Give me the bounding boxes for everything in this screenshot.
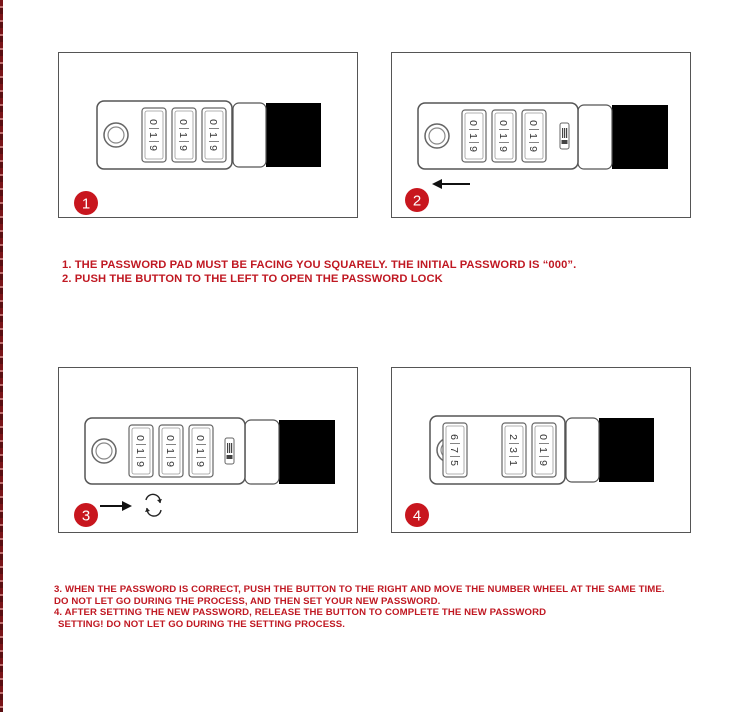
step-panel-4 <box>391 367 691 533</box>
instruction-line: DO NOT LET GO DURING THE PROCESS, AND THEN SET YOUR NEW PASSWORD. <box>54 595 441 607</box>
wheel-digit: 1 <box>147 132 159 138</box>
latch-tab <box>233 103 266 167</box>
wheel-digit: 9 <box>177 145 189 151</box>
strap-block <box>599 418 654 482</box>
instruction-line: 2. PUSH THE BUTTON TO THE LEFT TO OPEN THE PASSWORD LOCK <box>62 272 443 285</box>
instructions-steps-1-2 <box>62 259 576 286</box>
lock-illustration <box>59 53 359 219</box>
number-wheel <box>172 108 196 162</box>
arrow-right-icon <box>100 501 132 511</box>
arrow-left-icon <box>432 179 470 189</box>
wheel-digit: 9 <box>194 461 206 467</box>
rotate-icon <box>145 494 162 516</box>
number-wheel <box>142 108 166 162</box>
keyhole-icon <box>104 123 128 147</box>
wheel-digit: 1 <box>177 132 189 138</box>
wheel-digit: 1 <box>134 448 146 454</box>
wheel-digit: 9 <box>134 461 146 467</box>
instruction-line: 1. THE PASSWORD PAD MUST BE FACING YOU SQUARELY. THE INITIAL PASSWORD IS “000”. <box>62 259 577 271</box>
wheel-digit: 0 <box>164 435 176 441</box>
decorative-edge-strip <box>0 0 3 712</box>
lock-illustration <box>392 368 692 534</box>
latch-tab <box>245 420 279 484</box>
number-wheel <box>462 110 486 162</box>
step-number: 2 <box>412 192 422 210</box>
number-wheel <box>502 423 526 477</box>
wheel-digit: 5 <box>448 460 460 466</box>
wheel-digit: 1 <box>467 133 479 139</box>
wheel-digit: 0 <box>467 120 479 126</box>
keyhole-icon <box>425 124 449 148</box>
wheel-digit: 7 <box>448 447 460 453</box>
wheel-digit: 0 <box>177 119 189 125</box>
wheel-digit: 6 <box>448 434 460 440</box>
wheel-digit: 1 <box>207 132 219 138</box>
strap-block <box>612 105 668 169</box>
step-number-badge <box>74 191 98 215</box>
wheel-digit: 0 <box>497 120 509 126</box>
number-wheel <box>492 110 516 162</box>
wheel-digit: 0 <box>134 435 146 441</box>
slide-button <box>560 123 569 149</box>
wheel-digit: 0 <box>194 435 206 441</box>
number-wheel <box>532 423 556 477</box>
wheel-digit: 1 <box>527 133 539 139</box>
strap-block <box>266 103 321 167</box>
wheel-digit: 0 <box>147 119 159 125</box>
step-panel-2 <box>391 52 691 218</box>
wheel-digit: 9 <box>467 146 479 152</box>
step-number: 4 <box>412 507 422 525</box>
step-number: 1 <box>81 195 91 213</box>
wheel-digit: 9 <box>147 145 159 151</box>
wheel-digit: 2 <box>507 434 519 440</box>
step-panel-3 <box>58 367 358 533</box>
number-wheel <box>159 425 183 477</box>
wheel-digit: 0 <box>527 120 539 126</box>
latch-tab <box>578 105 612 169</box>
wheel-digit: 3 <box>507 447 519 453</box>
wheel-digit: 1 <box>507 460 519 466</box>
wheel-digit: 0 <box>537 434 549 440</box>
lock-illustration <box>59 368 359 534</box>
wheel-digit: 1 <box>164 448 176 454</box>
latch-tab <box>566 418 599 482</box>
number-wheel <box>522 110 546 162</box>
wheel-digit: 1 <box>194 448 206 454</box>
step-number: 3 <box>81 507 91 525</box>
step-panel-1 <box>58 52 358 218</box>
step-number-badge <box>405 503 429 527</box>
instructions-steps-3-4 <box>54 584 665 630</box>
number-wheel <box>129 425 153 477</box>
wheel-digit: 9 <box>164 461 176 467</box>
wheel-digit: 9 <box>537 460 549 466</box>
lock-illustration <box>392 53 692 219</box>
strap-block <box>279 420 335 484</box>
number-wheel <box>443 423 467 477</box>
wheel-digit: 0 <box>207 119 219 125</box>
instruction-line: 4. AFTER SETTING THE NEW PASSWORD, RELEASE THE BUTTON TO COMPLETE THE NEW PASSWORD <box>54 607 547 618</box>
slide-button <box>225 438 234 464</box>
number-wheel <box>202 108 226 162</box>
keyhole-icon <box>92 439 116 463</box>
wheel-digit: 9 <box>207 145 219 151</box>
wheel-digit: 1 <box>497 133 509 139</box>
wheel-digit: 9 <box>497 146 509 152</box>
step-number-badge <box>405 188 429 212</box>
wheel-digit: 9 <box>527 146 539 152</box>
wheel-digit: 1 <box>537 447 549 453</box>
number-wheel <box>189 425 213 477</box>
step-number-badge <box>74 503 98 527</box>
instruction-line: 3. WHEN THE PASSWORD IS CORRECT, PUSH THE BUTTON TO THE RIGHT AND MOVE THE NUMBER WHEEL AT THE SAME TIME. <box>54 584 665 595</box>
instruction-line: SETTING! DO NOT LET GO DURING THE SETTING PROCESS. <box>58 618 345 630</box>
